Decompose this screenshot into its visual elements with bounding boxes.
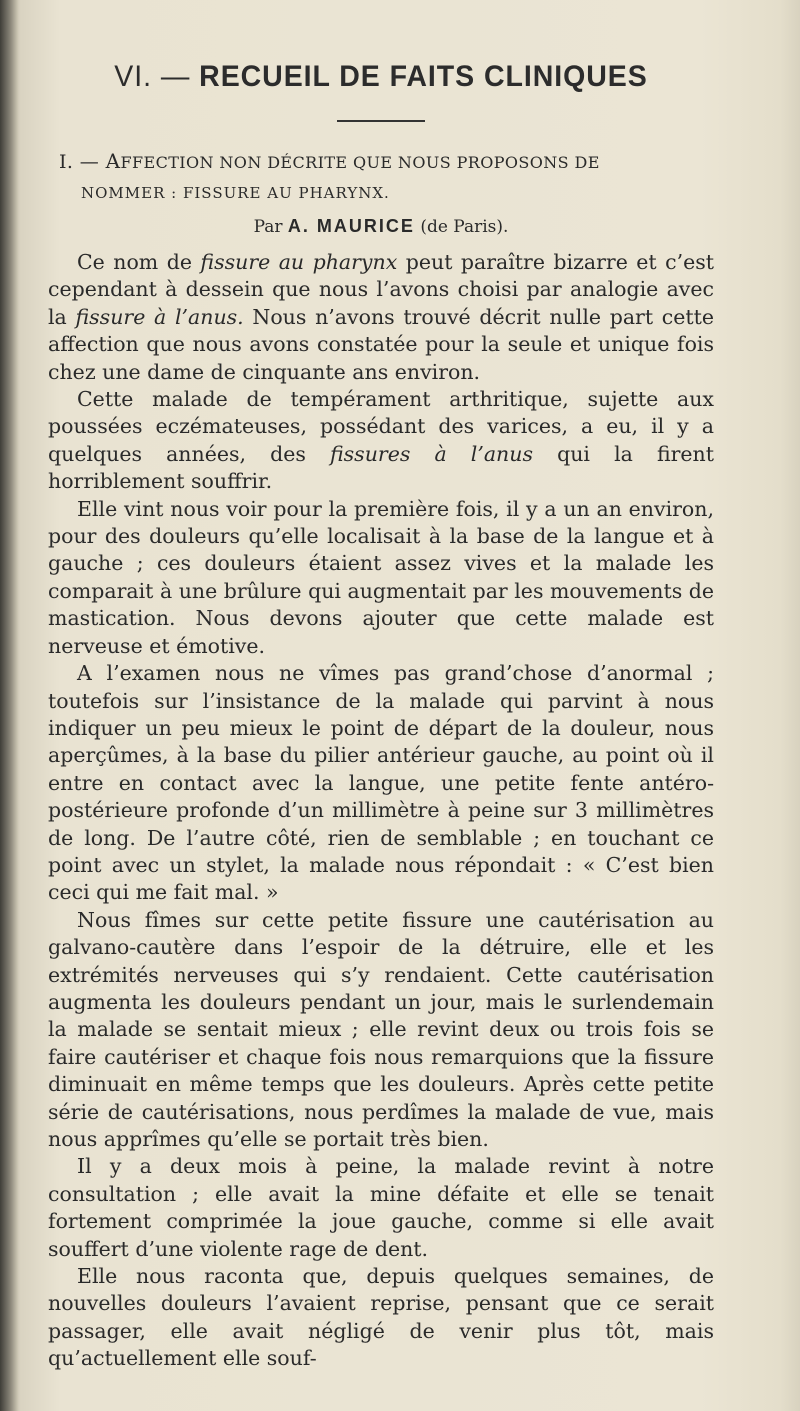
paragraph-text: Cette malade de tempérament arthritique, sujette aux poussées eczémateuses, possédant des varices, a eu, il y a quelques années, des bbox=[48, 387, 714, 466]
article-title-line2: NOMMER : FISSURE AU PHARYNX. bbox=[81, 184, 390, 202]
byline bbox=[48, 216, 714, 237]
paragraph bbox=[48, 660, 714, 907]
paragraph-text: A l’examen nous ne vîmes pas grand’chose d’anormal ; toutefois sur l’insistance de la malade qui parvint à nous indiquer un peu mieux le point de départ de la douleur, nous aperçûmes, à la base du pilier antérieur gauche, au point où il entre en contact avec la langue, une petite fente antéro-postérieure profonde d’un millimètre à peine sur 3 millimètres de long. De l’autre côté, rien de semblable ; en touchant ce point avec un stylet, la malade nous répondait : « C’est bien ceci qui me fait mal. » bbox=[48, 661, 714, 905]
article-title-rest: FFECTION NON DÉCRITE QUE NOUS PROPOSONS DE bbox=[120, 153, 600, 172]
article-body bbox=[48, 249, 714, 1373]
paragraph-text: Nous fîmes sur cette petite fissure une cautérisation au galvano-cautère dans l’espoir de la détruire, elle et les extrémités nerveuses qui s’y rendaient. Cette cautérisation augmenta les douleurs pendant un jour, mais le surlendemain la malade se sentait mieux ; elle revint deux ou trois fois se faire cautériser et chaque fois nous remarquions que la fissure diminuait en même temps que les douleurs. Après cette petite série de cautérisations, nous perdîmes la malade de vue, mais nous apprîmes qu’elle se portait très bien. bbox=[48, 907, 714, 1151]
paragraph-text: Nous n’avons trouvé décrit nulle part cette affection que nous avons constatée pour la seule et unique fois chez une dame de cinquante ans environ. bbox=[48, 304, 715, 384]
article-number: I. — bbox=[59, 151, 100, 173]
section-number: VI. — bbox=[114, 60, 191, 93]
article-title-initial: A bbox=[105, 149, 121, 173]
byline-location: (de Paris). bbox=[420, 217, 509, 237]
italic-term: fissures à l’anus bbox=[329, 441, 533, 466]
paragraph bbox=[48, 249, 714, 386]
paragraph-text: Elle vint nous voir pour la première fois, il y a un an environ, pour des douleurs qu’elle localisait à la base de la langue et à gauche ; ces douleurs étaient assez vives et la malade les comparait à une brûlure qui augmentait par les mouvements de mastication. Nous devons ajouter que cette malade est nerveuse et émotive. bbox=[48, 496, 714, 658]
page-content bbox=[48, 60, 714, 1373]
section-title: RECUEIL DE FAITS CLINIQUES bbox=[199, 60, 648, 93]
paragraph bbox=[48, 386, 714, 496]
article-title-line1 bbox=[48, 146, 714, 178]
paragraph-text: Elle nous raconta que, depuis quelques semaines, de nouvelles douleurs l’avaient reprise, pensant que ce serait passager, elle avait négligé de venir plus tôt, mais qu’actuellement elle souf- bbox=[48, 1264, 714, 1371]
paragraph bbox=[48, 1153, 714, 1263]
paragraph-text: qui la firent horriblement souffrir. bbox=[48, 441, 714, 494]
paragraph-text: Ce nom de bbox=[77, 250, 201, 274]
paragraph bbox=[48, 907, 714, 1154]
paragraph-text: Il y a deux mois à peine, la malade revint à notre consultation ; elle avait la mine défaite et elle se tenait fortement comprimée la joue gauche, comme si elle avait souffert d’une violente rage de dent. bbox=[48, 1154, 714, 1261]
page-binding-edge bbox=[0, 0, 18, 1411]
italic-term: fissure à l’anus. bbox=[75, 304, 244, 329]
section-heading bbox=[65, 60, 698, 94]
paragraph bbox=[48, 1263, 714, 1373]
italic-term: fissure au pharynx bbox=[200, 250, 398, 274]
paragraph bbox=[48, 496, 714, 660]
heading-rule bbox=[337, 120, 425, 122]
paragraph-text: peut paraître bizarre et c’est cependant à dessein que nous l’avons choisi par analogie avec la bbox=[48, 250, 715, 329]
byline-author: A. MAURICE bbox=[287, 216, 415, 236]
byline-prefix: Par bbox=[253, 217, 283, 237]
